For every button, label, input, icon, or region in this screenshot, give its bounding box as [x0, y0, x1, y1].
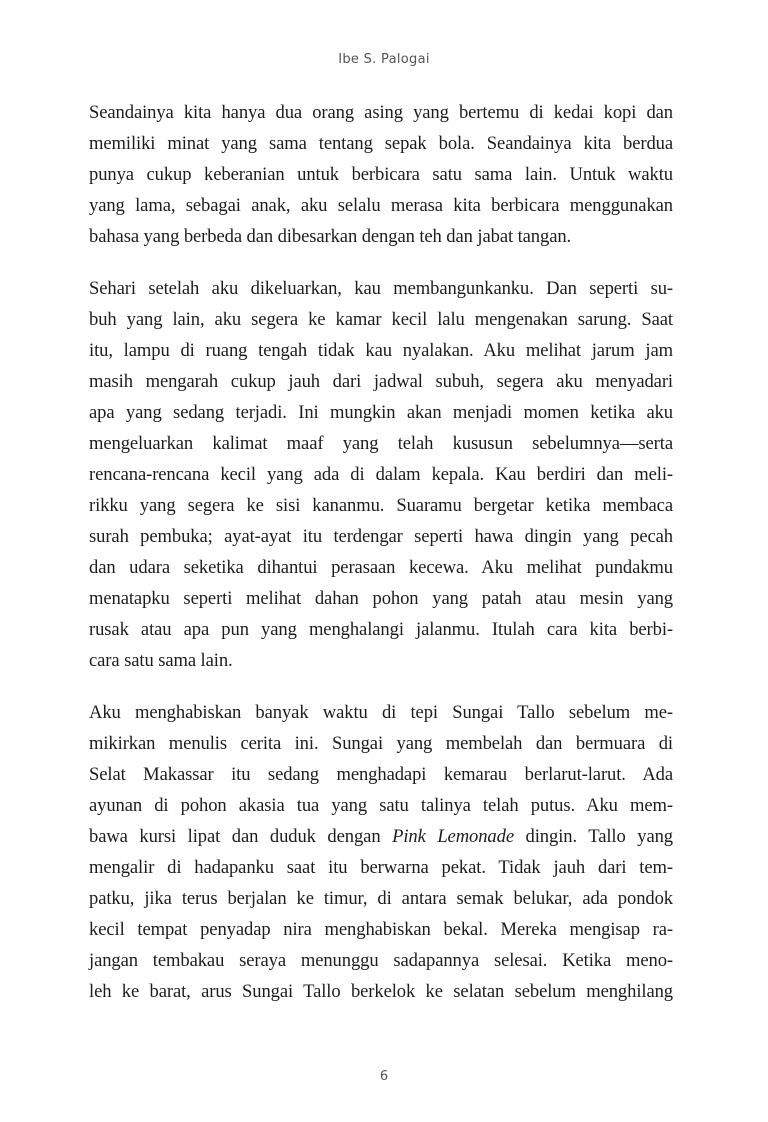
- text-line: bahasa yang berbeda dan dibesarkan dengan teh dan jabat tangan.: [89, 226, 572, 247]
- text-line: kecil tempat penyadap nira menghabiskan bekal. Mereka mengisap ra-: [89, 919, 673, 940]
- text-line: yang lama, sebagai anak, aku selalu merasa kita berbicara menggunakan: [89, 195, 673, 216]
- running-header-author: Ibe S. Palogai: [338, 52, 430, 67]
- paragraph: [89, 697, 673, 1007]
- text-line: cara satu sama lain.: [89, 650, 233, 671]
- text-line: masih mengarah cukup jauh dari jadwal subuh, segera aku menyadari: [89, 371, 673, 392]
- text-line: Sehari setelah aku dikeluarkan, kau membangunkanku. Dan seperti su-: [89, 278, 673, 299]
- text-line: mikirkan menulis cerita ini. Sungai yang membelah dan bermuara di: [89, 733, 673, 754]
- text-line: leh ke barat, arus Sungai Tallo berkelok ke selatan sebelum menghilang: [89, 981, 673, 1002]
- paragraph: [89, 97, 673, 252]
- text-line: mengeluarkan kalimat maaf yang telah kususun sebelumnya—serta: [89, 433, 673, 454]
- text-line: Seandainya kita hanya dua orang asing yang bertemu di kedai kopi dan: [89, 102, 673, 123]
- text-line: mengalir di hadapanku saat itu berwarna pekat. Tidak jauh dari tem-: [89, 857, 673, 878]
- text-line: jangan tembakau seraya menunggu sadapannya selesai. Ketika meno-: [89, 950, 673, 971]
- text-line: dan udara seketika dihantui perasaan kecewa. Aku melihat pundakmu: [89, 557, 673, 578]
- text-line: rencana-rencana kecil yang ada di dalam kepala. Kau berdiri dan meli-: [89, 464, 673, 485]
- text-line: patku, jika terus berjalan ke timur, di antara semak belukar, ada pondok: [89, 888, 673, 909]
- text-line: rikku yang segera ke sisi kananmu. Suaramu bergetar ketika membaca: [89, 495, 673, 516]
- text-line: surah pembuka; ayat-ayat itu terdengar seperti hawa dingin yang pecah: [89, 526, 673, 547]
- italic-title: Pink Lemonade: [392, 826, 514, 847]
- text-line: ayunan di pohon akasia tua yang satu talinya telah putus. Aku mem-: [89, 795, 673, 816]
- text-line: itu, lampu di ruang tengah tidak kau nyalakan. Aku melihat jarum jam: [89, 340, 673, 361]
- text-line: memiliki minat yang sama tentang sepak bola. Seandainya kita berdua: [89, 133, 673, 154]
- text-line: Aku menghabiskan banyak waktu di tepi Sungai Tallo sebelum me-: [89, 702, 673, 723]
- paragraph: [89, 273, 673, 676]
- text-line: Selat Makassar itu sedang menghadapi kemarau berlarut-larut. Ada: [89, 764, 673, 785]
- text-line: apa yang sedang terjadi. Ini mungkin akan menjadi momen ketika aku: [89, 402, 673, 423]
- text-line: bawa kursi lipat dan duduk dengan Pink Lemonade dingin. Tallo yang: [89, 826, 673, 847]
- text-line: menatapku seperti melihat dahan pohon yang patah atau mesin yang: [89, 588, 673, 609]
- page-number: 6: [379, 1069, 389, 1084]
- text-line: punya cukup keberanian untuk berbicara satu sama lain. Untuk waktu: [89, 164, 673, 185]
- text-line: buh yang lain, aku segera ke kamar kecil lalu mengenakan sarung. Saat: [89, 309, 673, 330]
- text-line: rusak atau apa pun yang menghalangi jalanmu. Itulah cara kita berbi-: [89, 619, 673, 640]
- page-body: [89, 97, 673, 1007]
